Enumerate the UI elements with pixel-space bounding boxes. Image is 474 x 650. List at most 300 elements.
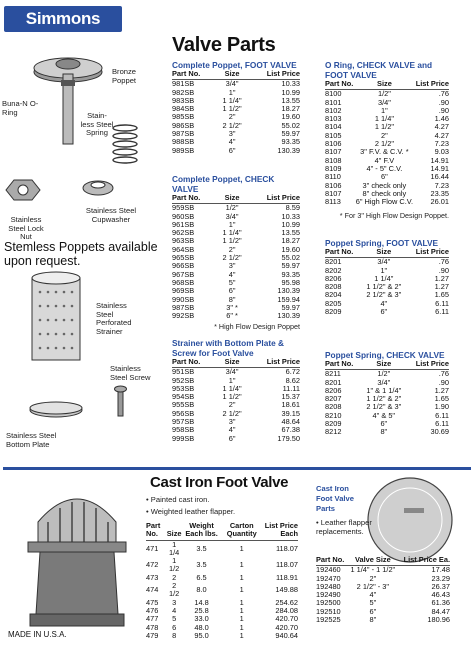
size: 1 1/2" [222, 392, 242, 402]
part-number: 988SB [172, 137, 195, 147]
list-price: 420.70 [275, 614, 298, 624]
header-part-no: Part No. [325, 360, 361, 370]
header-part-no: Part No. [172, 194, 217, 204]
part-number: 8102 [325, 105, 342, 115]
part-number: 192510 [316, 606, 341, 616]
size: 2" [381, 130, 388, 140]
list-price: 19.60 [281, 112, 300, 122]
list-price: 8.62 [285, 375, 300, 385]
list-price: .90 [438, 97, 449, 107]
list-price: .76 [438, 89, 449, 99]
label-spring: Stain- less Steel Spring [80, 111, 114, 138]
carton-qty: 1 [239, 605, 244, 615]
size: 2 1/2" & 3" [366, 290, 402, 300]
table-row [172, 312, 300, 320]
size: 2 1/2" [222, 408, 242, 418]
list-price: 13.55 [281, 95, 300, 105]
part-number: 969SB [172, 286, 195, 296]
carton-qty: 1 [239, 614, 244, 624]
header-list-price: List Price [247, 358, 300, 368]
size: 6" * [226, 311, 238, 321]
list-price: 7.23 [434, 139, 449, 149]
part-number: 474 [146, 585, 159, 595]
header-size: Size [355, 80, 415, 90]
header-size: Size [217, 358, 247, 368]
list-price: 118.91 [275, 572, 298, 582]
screw-image [115, 386, 127, 416]
table-row [172, 435, 300, 443]
size: 1 1/2" & 2" [366, 282, 402, 292]
part-number: 8212 [325, 427, 342, 437]
part-number: 8208 [325, 282, 342, 292]
list-price: 118.07 [275, 560, 298, 570]
carton-qty: 1 [239, 597, 244, 607]
size: 4" [228, 269, 236, 279]
carton-qty: 1 [239, 543, 244, 553]
list-price: 179.50 [277, 433, 300, 443]
part-number: 955SB [172, 400, 195, 410]
simmons-logo: Simmons [4, 6, 122, 32]
size: 2 [172, 572, 177, 582]
table-row [146, 540, 298, 557]
label-lock-nut: Stainless Steel Lock Nut [8, 215, 44, 242]
carton-qty: 1 [239, 630, 244, 640]
section-title: Poppet Spring, FOOT VALVE [325, 238, 439, 248]
size: 8" [380, 427, 388, 437]
size: 1 1/2" [374, 122, 394, 132]
part-number: 960SB [172, 211, 195, 221]
part-number: 8107 [325, 188, 342, 198]
section-title: Poppet Spring, CHECK VALVE [325, 350, 445, 360]
size: 6" [380, 419, 388, 429]
size: 6" [228, 286, 236, 296]
list-price: 18.61 [281, 400, 300, 410]
weight: 6.5 [196, 572, 207, 582]
list-price: 6.11 [435, 410, 449, 420]
size: 1 1/4" [374, 273, 394, 283]
size: 2 1/2" [222, 120, 242, 130]
weight: 95.0 [194, 630, 209, 640]
size: 2 1/2" [222, 253, 242, 263]
list-price: 46.43 [431, 590, 450, 600]
list-price: .90 [438, 377, 449, 387]
header-size: Size [166, 522, 182, 540]
list-price: 55.02 [281, 120, 300, 130]
part-number: 8109 [325, 163, 342, 173]
size: 2" [228, 244, 236, 254]
table-strainer [172, 338, 300, 443]
list-price: 18.27 [281, 236, 300, 246]
part-number: 8100 [325, 89, 342, 99]
lock-nut-image [6, 180, 40, 200]
list-price: 18.27 [281, 104, 300, 114]
part-number: 8205 [325, 298, 342, 308]
foot-parts-bullet: • Leather flapper replacements. [316, 518, 372, 536]
cupwasher-image [83, 181, 113, 195]
part-number: 961SB [172, 219, 195, 229]
part-number: 986SB [172, 120, 195, 130]
header-part-no: Part No. [172, 358, 217, 368]
list-price: 1.90 [434, 402, 449, 412]
size: 1 1/4" [222, 228, 242, 238]
table-poppet-check [172, 174, 300, 331]
valve-size: 8" [369, 615, 377, 625]
list-price: 4.27 [434, 130, 449, 140]
part-number: 967SB [172, 269, 195, 279]
size: 1 1/4" [222, 383, 242, 393]
carton-qty: 1 [239, 560, 244, 570]
valve-size: 5" [369, 598, 377, 608]
table-row [316, 616, 450, 624]
list-price: 420.70 [275, 622, 298, 632]
size: 2 1/2 [168, 581, 180, 599]
part-number: 953SB [172, 383, 195, 393]
size: 4" [228, 425, 236, 435]
table-foot-parts [316, 556, 450, 624]
list-price: 59.97 [281, 129, 300, 139]
table-row [146, 574, 298, 582]
table-row [325, 198, 449, 206]
part-number: 477 [146, 614, 159, 624]
size: 3/4" [377, 97, 391, 107]
strainer-image [32, 272, 80, 360]
part-number: 8202 [325, 265, 342, 275]
size: 4 [172, 605, 177, 615]
size: 2" [228, 112, 236, 122]
size: 4" [380, 298, 388, 308]
foot-bullet-2: • Weighted leather flapper. [146, 507, 236, 516]
list-price: 6.11 [435, 307, 449, 317]
part-number: 8210 [325, 410, 342, 420]
valve-size: 6" [369, 606, 377, 616]
size: 3" [228, 129, 236, 139]
part-number: 8201 [325, 257, 342, 267]
part-number: 966SB [172, 261, 195, 271]
size: 8" [228, 294, 236, 304]
part-number: 964SB [172, 244, 195, 254]
section-title: Complete Poppet, FOOT VALVE [172, 60, 297, 70]
part-number: 8107 [325, 147, 342, 157]
part-number: 192500 [316, 598, 341, 608]
size: 1 1/2" [222, 236, 242, 246]
header-valve-size: Valve Size [348, 556, 398, 566]
high-flow-note: * High Flow Design Poppet [214, 322, 300, 332]
header-size: Size [217, 194, 247, 204]
size: 6" [380, 307, 388, 317]
size: 6 [172, 622, 177, 632]
part-number: 959SB [172, 203, 195, 213]
list-price: 130.39 [277, 286, 300, 296]
table-spring-check [325, 350, 449, 437]
list-price: 59.97 [281, 302, 300, 312]
part-number: 8103 [325, 114, 342, 124]
carton-qty: 1 [239, 572, 244, 582]
list-price: 13.55 [281, 228, 300, 238]
size: 3 [172, 597, 177, 607]
part-number: 479 [146, 630, 159, 640]
part-number: 472 [146, 560, 159, 570]
table-row [325, 300, 449, 308]
list-price: 17.48 [431, 565, 450, 575]
list-price: 30.69 [430, 427, 449, 437]
part-number: 192490 [316, 590, 341, 600]
list-price: 149.88 [275, 585, 298, 595]
list-price: 284.08 [275, 605, 298, 615]
label-screw: Stainless Steel Screw [110, 364, 151, 382]
valve-size: 2 1/2" - 3" [356, 581, 390, 591]
part-number: 8206 [325, 273, 342, 283]
header-part-no: Part No. [172, 70, 217, 80]
size: 1/2" [225, 203, 239, 213]
part-number: 954SB [172, 392, 195, 402]
size: 4" [228, 137, 236, 147]
list-price: 9.03 [434, 147, 449, 157]
list-price: 1.27 [434, 282, 449, 292]
part-number: 984SB [172, 104, 195, 114]
foot-valve-title: Cast Iron Foot Valve [150, 474, 289, 491]
list-price: 10.99 [281, 87, 300, 97]
list-price: 15.37 [281, 392, 300, 402]
section-title: Complete Poppet, CHECK VALVE [172, 174, 275, 194]
label-strainer: Stainless Steel Perforated Strainer [96, 301, 132, 336]
list-price: 180.96 [427, 615, 450, 625]
header-size: Size [217, 70, 247, 80]
part-number: 8209 [325, 307, 342, 317]
list-price: 39.15 [281, 408, 300, 418]
part-number: 8113 [325, 197, 341, 207]
weight: 14.8 [194, 597, 209, 607]
size: 1" [380, 265, 388, 275]
part-number: 968SB [172, 277, 195, 287]
size: 4" & 5" [372, 410, 396, 420]
part-number: 990SB [172, 294, 195, 304]
table-row [325, 308, 449, 316]
section-title: O Ring, CHECK VALVE and FOOT VALVE [325, 60, 433, 80]
header-part-no: Part No. [325, 79, 354, 88]
size: 4" F.V [374, 155, 395, 165]
table-row [325, 258, 449, 267]
size: 1/2" [377, 89, 391, 99]
part-number: 8208 [325, 402, 342, 412]
size: 3" F.V. & C.V. * [360, 147, 409, 157]
size: 6" [228, 145, 236, 155]
size: 2 1/2" & 3" [366, 402, 402, 412]
header-carton: Carton Quantity [221, 522, 262, 540]
header-size: Size [361, 248, 406, 258]
part-number: 985SB [172, 112, 195, 122]
size: 3/4" [225, 211, 239, 221]
part-number: 471 [146, 543, 159, 553]
size: 1 1/2 [168, 556, 180, 574]
part-number: 952SB [172, 375, 195, 385]
stemless-note: Stemless Poppets available upon request. [4, 240, 158, 268]
part-number: 476 [146, 605, 159, 615]
part-number: 8206 [325, 385, 342, 395]
header-row [146, 522, 298, 540]
size: 6" [228, 433, 236, 443]
size: 3" [228, 261, 236, 271]
list-price: 6.11 [435, 298, 449, 308]
header-weight: Weight Each lbs. [182, 522, 221, 540]
part-number: 951SB [172, 367, 195, 377]
size: 1" [228, 87, 236, 97]
list-price: 23.29 [431, 573, 450, 583]
part-number: 982SB [172, 87, 195, 97]
page-title: Valve Parts [172, 34, 276, 56]
size: 1" & 1 1/4" [366, 385, 402, 395]
weight: 8.0 [196, 585, 207, 595]
list-price: 10.33 [281, 211, 300, 221]
weight: 3.5 [196, 543, 207, 553]
list-price: 10.33 [281, 79, 300, 89]
header-list-price: List Price [406, 248, 449, 258]
part-number: 192525 [316, 615, 341, 625]
part-number: 8101 [325, 97, 342, 107]
size: 8 [172, 630, 177, 640]
list-price: 61.36 [431, 598, 450, 608]
list-price: 1.27 [434, 273, 449, 283]
size: 3/4" [225, 367, 239, 377]
part-number: 987SB [172, 302, 195, 312]
part-number: 987SB [172, 129, 195, 139]
part-number: 8105 [325, 130, 342, 140]
header-part-no: Part No. [325, 248, 361, 258]
table-row [146, 632, 298, 640]
part-number: 983SB [172, 95, 195, 105]
part-number: 8106 [325, 139, 342, 149]
list-price: 6.11 [435, 419, 449, 429]
header-list-price: List Price [415, 79, 449, 88]
list-price: 1.65 [434, 290, 449, 300]
header-part-no: Part No. [146, 522, 166, 540]
part-number: 192460 [316, 565, 341, 575]
foot-bullet-1: • Painted cast iron. [146, 495, 210, 504]
size: 4" - 5" C.V. [366, 163, 403, 173]
table-spring-foot [325, 238, 449, 316]
weight: 25.8 [194, 605, 209, 615]
label-buna-oring: Buna-N O-Ring [2, 99, 39, 117]
foot-parts-title: Cast Iron Foot Valve Parts [316, 484, 354, 513]
list-price: 1.65 [434, 394, 449, 404]
size: 1 1/4 [168, 539, 180, 557]
section-divider [3, 467, 471, 470]
label-bottom-plate: Stainless Steel Bottom Plate [6, 431, 57, 449]
size: 3/4" [377, 377, 391, 387]
list-price: 93.35 [281, 269, 300, 279]
carton-qty: 1 [239, 585, 244, 595]
list-price: 26.01 [430, 197, 449, 207]
table-row [146, 557, 298, 574]
size: 6" High Flow C.V. [355, 197, 414, 207]
part-number: 478 [146, 622, 159, 632]
list-price: 940.64 [275, 630, 298, 640]
table-row [172, 147, 300, 155]
list-price: 14.91 [430, 155, 449, 165]
list-price: 7.23 [434, 180, 449, 190]
size: 1 1/2" [222, 104, 242, 114]
part-number: 956SB [172, 408, 195, 418]
valve-size: 1 1/4" - 1 1/2" [350, 565, 396, 575]
part-number: 8211 [325, 369, 341, 379]
table-oring [325, 60, 449, 220]
part-number: 192480 [316, 581, 341, 591]
size: 3" * [226, 302, 238, 312]
part-number: 981SB [172, 79, 195, 89]
list-price: 130.39 [277, 145, 300, 155]
header-size: Size [361, 360, 406, 370]
list-price: 14.91 [430, 163, 449, 173]
list-price: .90 [438, 265, 449, 275]
list-price: 93.35 [281, 137, 300, 147]
part-number: 8104 [325, 122, 342, 132]
part-number: 957SB [172, 417, 195, 427]
size: 1" [228, 219, 236, 229]
list-price: 6.72 [285, 367, 300, 377]
part-number: 992SB [172, 311, 195, 321]
size: 5 [172, 614, 177, 624]
table-row [146, 582, 298, 599]
size: 3" check only [362, 180, 407, 190]
part-number: 8204 [325, 290, 342, 300]
list-price: 8.59 [285, 203, 300, 213]
list-price: 159.94 [277, 294, 300, 304]
size: 3" [228, 417, 236, 427]
list-price: 26.37 [431, 581, 450, 591]
foot-valve-image [18, 482, 136, 630]
part-number: 8209 [325, 419, 342, 429]
spring-image [113, 125, 137, 163]
list-price: 4.27 [434, 122, 449, 132]
list-price: 19.60 [281, 244, 300, 254]
header-price: List Price Ea. [398, 556, 450, 566]
part-number: 8110 [325, 172, 341, 182]
size: 1" [381, 105, 388, 115]
part-number: 8207 [325, 394, 342, 404]
size: 1/2" [377, 369, 391, 379]
part-number: 473 [146, 572, 159, 582]
part-number: 475 [146, 597, 159, 607]
size: 1 1/4" [222, 95, 242, 105]
part-number: 962SB [172, 228, 195, 238]
label-bronze-poppet: Bronze Poppet [111, 67, 137, 85]
size: 3/4" [377, 257, 391, 267]
part-number: 8106 [325, 180, 342, 190]
bottom-plate-image [30, 402, 82, 417]
weight: 48.0 [194, 622, 209, 632]
part-number: 999SB [172, 433, 195, 443]
part-number: 192470 [316, 573, 341, 583]
list-price: 84.47 [431, 606, 450, 616]
part-number: 965SB [172, 253, 195, 263]
list-price: 10.99 [281, 219, 300, 229]
made-in-usa: MADE IN U.S.A. [8, 630, 67, 639]
valve-size: 4" [369, 590, 377, 600]
list-price: 48.64 [281, 417, 300, 427]
header-part-no: Part No. [316, 556, 348, 566]
size: 5" [228, 277, 236, 287]
list-price: 23.35 [430, 188, 449, 198]
list-price: .76 [438, 257, 449, 267]
size: 1" [228, 375, 236, 385]
size: 6" [381, 172, 388, 182]
list-price: 55.02 [281, 253, 300, 263]
list-price: 95.98 [281, 277, 300, 287]
list-price: .90 [438, 105, 449, 115]
part-number: 8201 [325, 377, 342, 387]
list-price: 16.44 [430, 172, 449, 182]
size: 8" check only [362, 188, 407, 198]
table-row [325, 291, 449, 299]
